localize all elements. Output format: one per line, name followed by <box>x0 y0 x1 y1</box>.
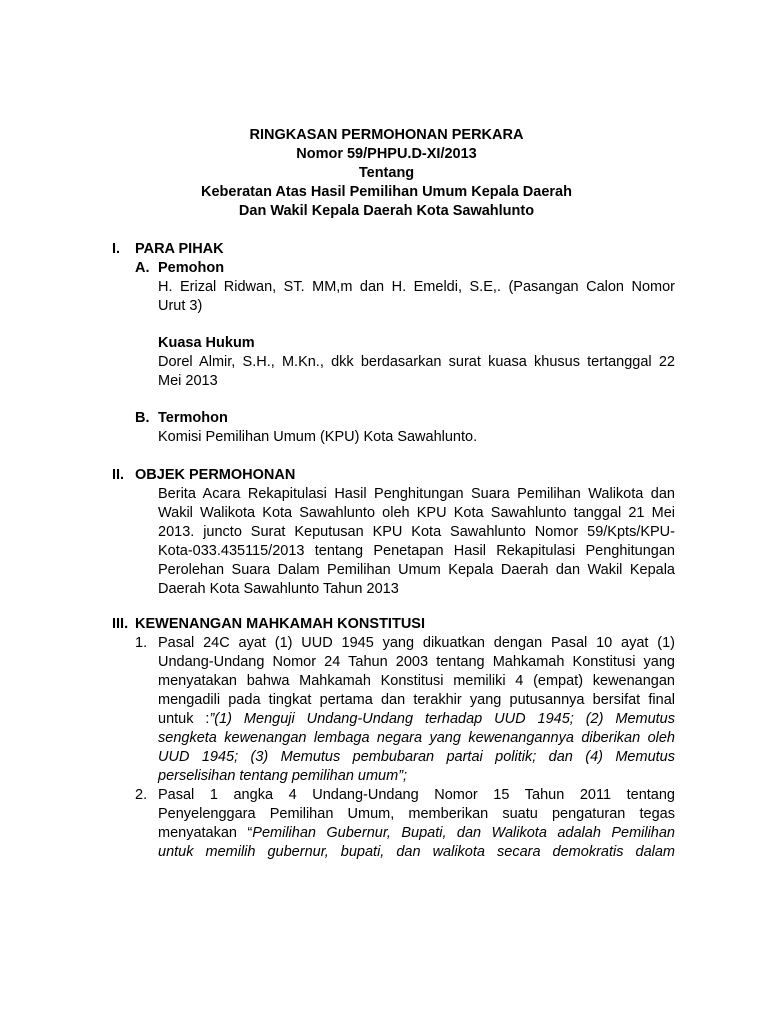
item-1-line-2: Undang-Undang Nomor 24 Tahun 2003 tentang Mahkamah Konstitusi yang <box>158 654 675 670</box>
objek-line-3: 2013. juncto Surat Keputusan KPU Kota Sawahlunto Nomor 59/Kpts/KPU- <box>158 524 675 540</box>
objek-line-2: Wakil Walikota Kota Sawahlunto oleh KPU Kota Sawahlunto tanggal 21 Mei <box>158 505 675 521</box>
subject-line-2: Dan Wakil Kepala Daerah Kota Sawahlunto <box>238 203 535 219</box>
item-1-line-5-lead: untuk : <box>158 711 210 727</box>
document-title: RINGKASAN PERMOHONAN PERKARA <box>249 127 524 143</box>
pemohon-line-1: H. Erizal Ridwan, ST. MM,m dan H. Emeldi, S.E,. (Pasangan Calon Nomor <box>158 279 675 295</box>
section-1-title: PARA PIHAK <box>135 241 224 257</box>
kuasa-hukum-title: Kuasa Hukum <box>158 335 255 351</box>
item-1-line-3: menyatakan bahwa Mahkamah Konstitusi memiliki 4 (empat) kewenangan <box>158 673 675 689</box>
subsection-a-label: A. <box>135 260 150 276</box>
termohon-line-1: Komisi Pemilihan Umum (KPU) Kota Sawahlunto. <box>158 429 478 445</box>
section-1-number: I. <box>112 241 121 257</box>
item-2-line-3-quote: Pemilihan Gubernur, Bupati, dan Walikota adalah Pemilihan <box>252 825 676 841</box>
section-3-number: III. <box>112 616 129 632</box>
item-2-line-3 <box>158 824 675 843</box>
item-1-line-6: sengketa kewenangan lembaga negara yang kewenangannya diberikan oleh <box>158 730 675 746</box>
title-tentang: Tentang <box>358 165 415 181</box>
item-1-line-1: Pasal 24C ayat (1) UUD 1945 yang dikuatkan dengan Pasal 10 ayat (1) <box>158 635 675 651</box>
section-2-title: OBJEK PERMOHONAN <box>135 467 296 483</box>
case-number: Nomor 59/PHPU.D-XI/2013 <box>296 146 477 162</box>
subsection-b-title: Termohon <box>158 410 228 426</box>
item-2-number: 2. <box>135 787 148 803</box>
item-1-number: 1. <box>135 635 148 651</box>
item-1-line-4: mengadili pada tingkat pertama dan terakhir yang putusannya bersifat final <box>158 692 675 708</box>
item-1-line-5-quote: ”(1) Menguji Undang-Undang terhadap UUD 1945; (2) Memutus <box>209 711 676 727</box>
item-2-line-1: Pasal 1 angka 4 Undang-Undang Nomor 15 Tahun 2011 tentang <box>158 787 675 803</box>
subject-line-1: Keberatan Atas Hasil Pemilihan Umum Kepala Daerah <box>201 184 572 200</box>
item-2-line-3-lead: menyatakan “ <box>158 825 253 841</box>
item-2-line-2: Penyelenggara Pemilihan Umum, memberikan suatu pengaturan tegas <box>158 806 675 822</box>
subsection-a-title: Pemohon <box>158 260 225 276</box>
kuasa-line-2: Mei 2013 <box>158 373 218 389</box>
item-2-line-4: untuk memilih gubernur, bupati, dan walikota secara demokratis dalam <box>158 844 675 860</box>
section-3-title: KEWENANGAN MAHKAMAH KONSTITUSI <box>135 616 425 632</box>
objek-line-6: Daerah Kota Sawahlunto Tahun 2013 <box>158 581 399 597</box>
pemohon-line-2: Urut 3) <box>158 298 203 314</box>
item-1-line-7: UUD 1945; (3) Memutus pembubaran partai politik; dan (4) Memutus <box>158 749 675 765</box>
subsection-b-label: B. <box>135 410 150 426</box>
objek-line-4: Kota-033.435115/2013 tentang Penetapan Hasil Rekapitulasi Penghitungan <box>158 543 675 559</box>
objek-line-1: Berita Acara Rekapitulasi Hasil Penghitungan Suara Pemilihan Walikota dan <box>158 486 675 502</box>
item-1-line-8: perselisihan tentang pemilihan umum”; <box>158 768 408 784</box>
section-2-number: II. <box>112 467 125 483</box>
kuasa-line-1: Dorel Almir, S.H., M.Kn., dkk berdasarkan surat kuasa khusus tertanggal 22 <box>158 354 675 370</box>
item-1-line-5 <box>158 710 675 729</box>
objek-line-5: Perolehan Suara Dalam Pemilihan Umum Kepala Daerah dan Wakil Kepala <box>158 562 675 578</box>
